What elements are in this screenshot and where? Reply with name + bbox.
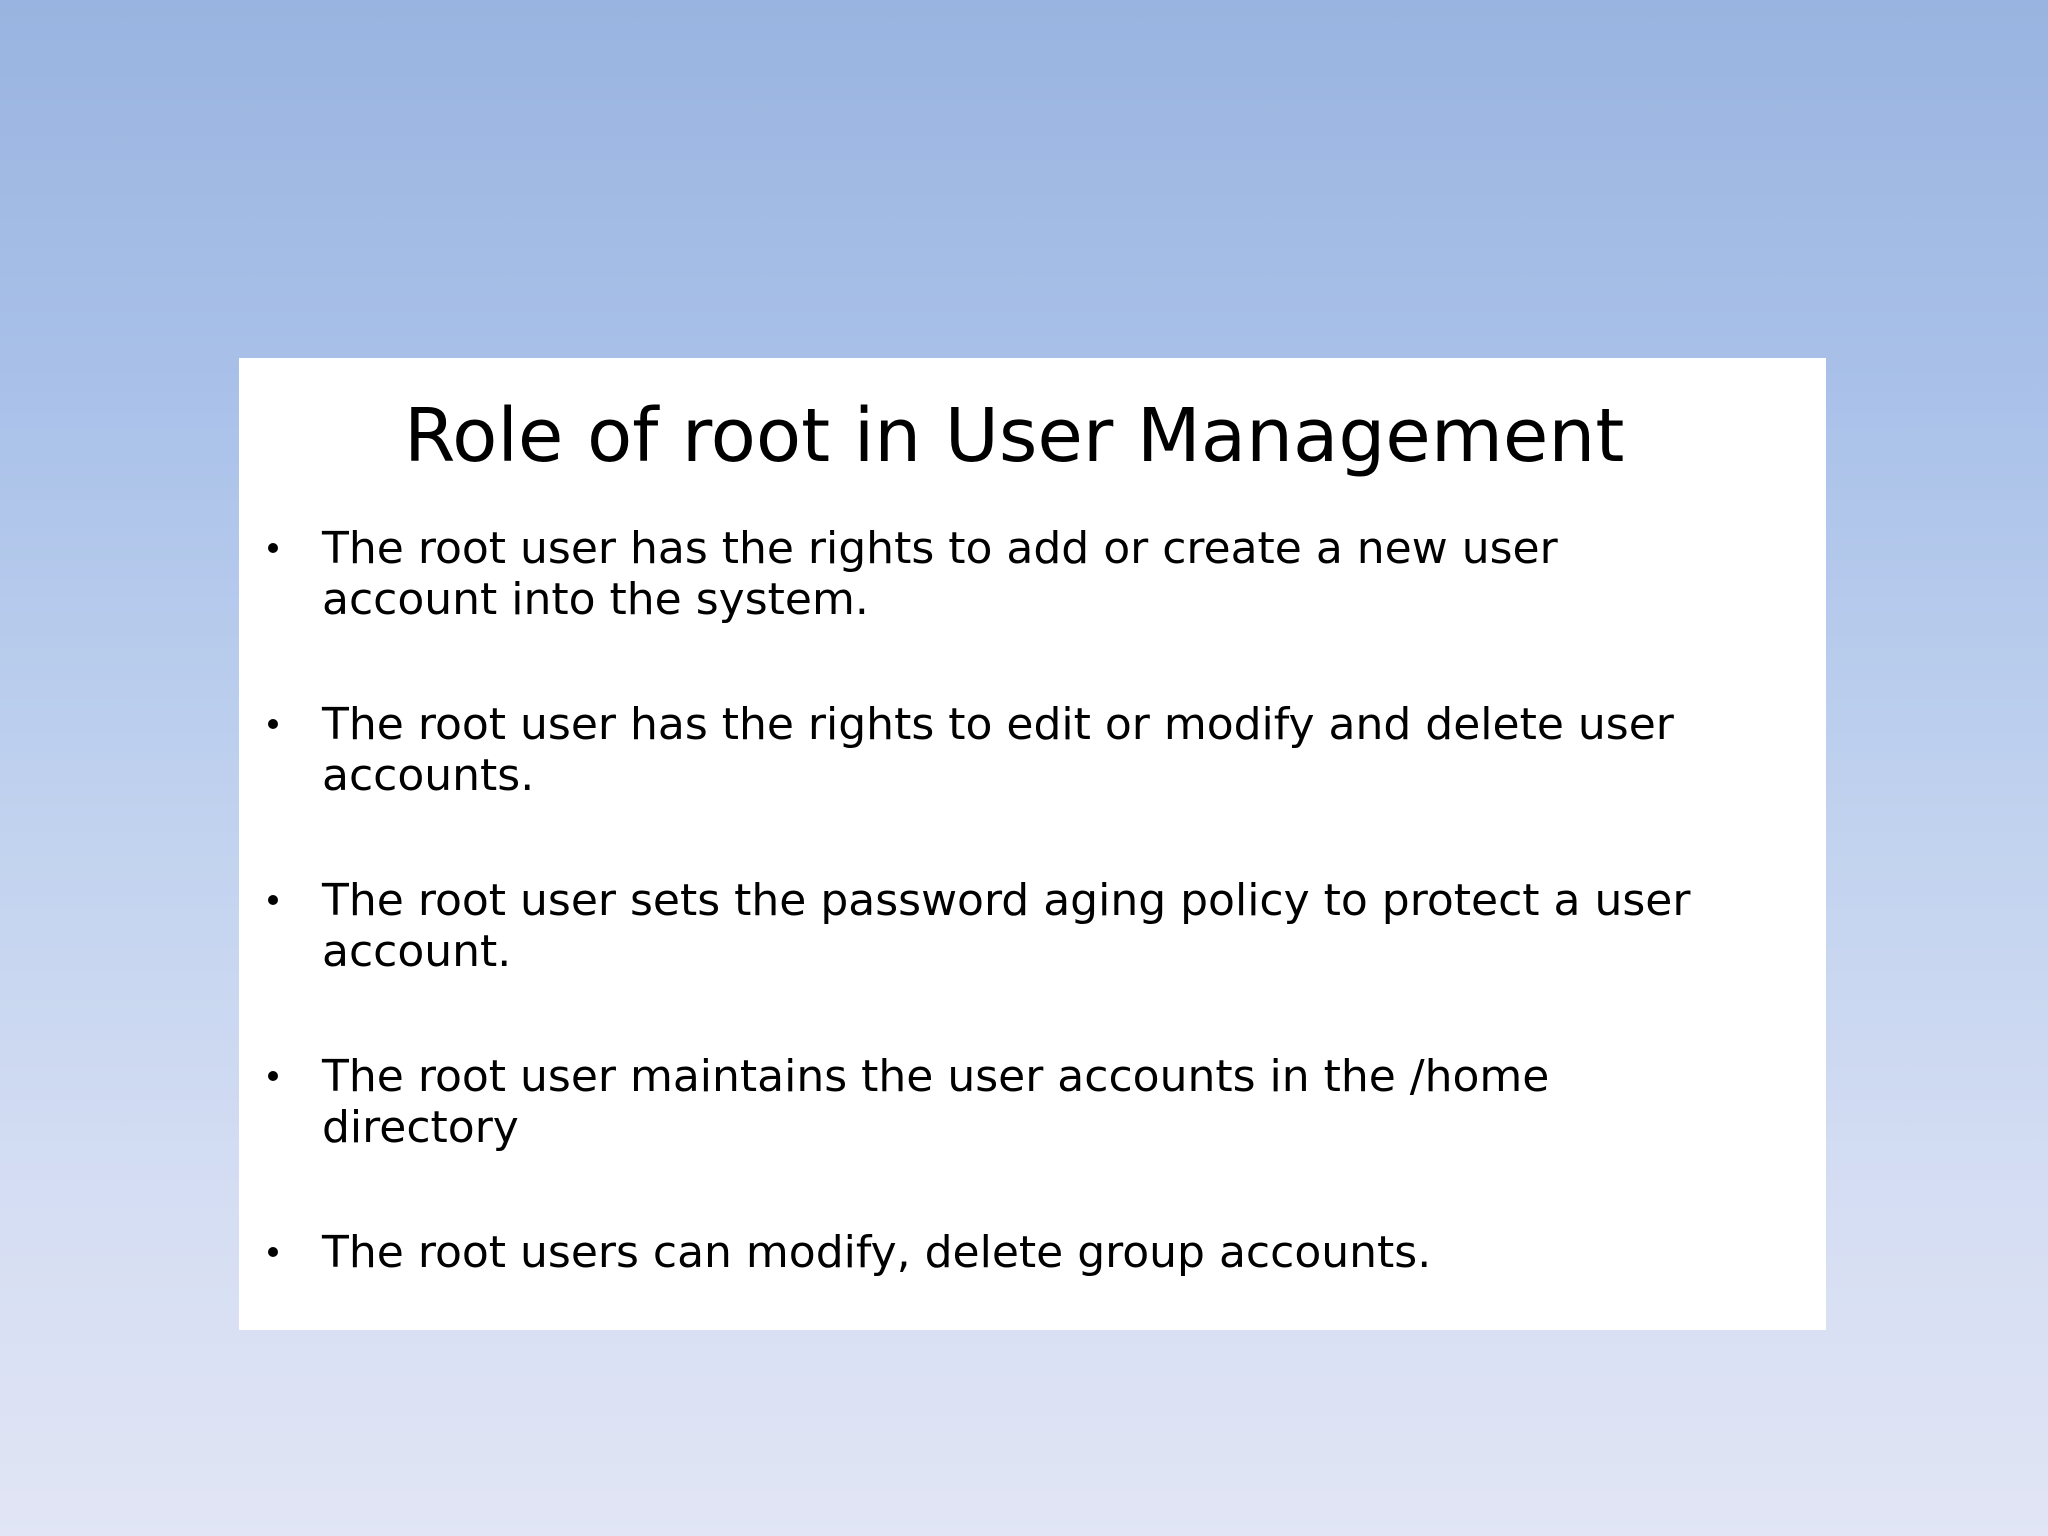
slide-title: Role of root in User Management (404, 393, 1625, 479)
bullet-line: account into the system. (322, 574, 869, 625)
bullet-item (264, 699, 1784, 875)
bullet-line: The root user maintains the user accounts in the /home (322, 1051, 1550, 1102)
bullet-list (264, 523, 1784, 1278)
bullet-line: The root user has the rights to edit or modify and delete user (322, 699, 1674, 750)
bullet-line: The root user has the rights to add or create a new user (322, 523, 1558, 574)
bullet-dot-icon (268, 1071, 278, 1081)
bullet-dot-icon (268, 895, 278, 905)
bullet-text (322, 1227, 1784, 1278)
bullet-item (264, 1227, 1784, 1278)
bullet-dot-icon (268, 543, 278, 553)
bullet-dot-icon (268, 1247, 278, 1257)
bullet-line: directory (322, 1102, 519, 1153)
bullet-line: accounts. (322, 750, 535, 801)
bullet-item (264, 523, 1784, 699)
bullet-text (322, 1051, 1784, 1153)
slide-card (239, 358, 1826, 1330)
bullet-item (264, 1051, 1784, 1227)
bullet-text (322, 875, 1784, 977)
bullet-line: account. (322, 926, 512, 977)
bullet-dot-icon (268, 719, 278, 729)
bullet-line: The root user sets the password aging policy to protect a user (322, 875, 1691, 926)
bullet-text (322, 699, 1784, 801)
bullet-text (322, 523, 1784, 625)
bullet-line: The root users can modify, delete group accounts. (322, 1227, 1432, 1278)
bullet-item (264, 875, 1784, 1051)
